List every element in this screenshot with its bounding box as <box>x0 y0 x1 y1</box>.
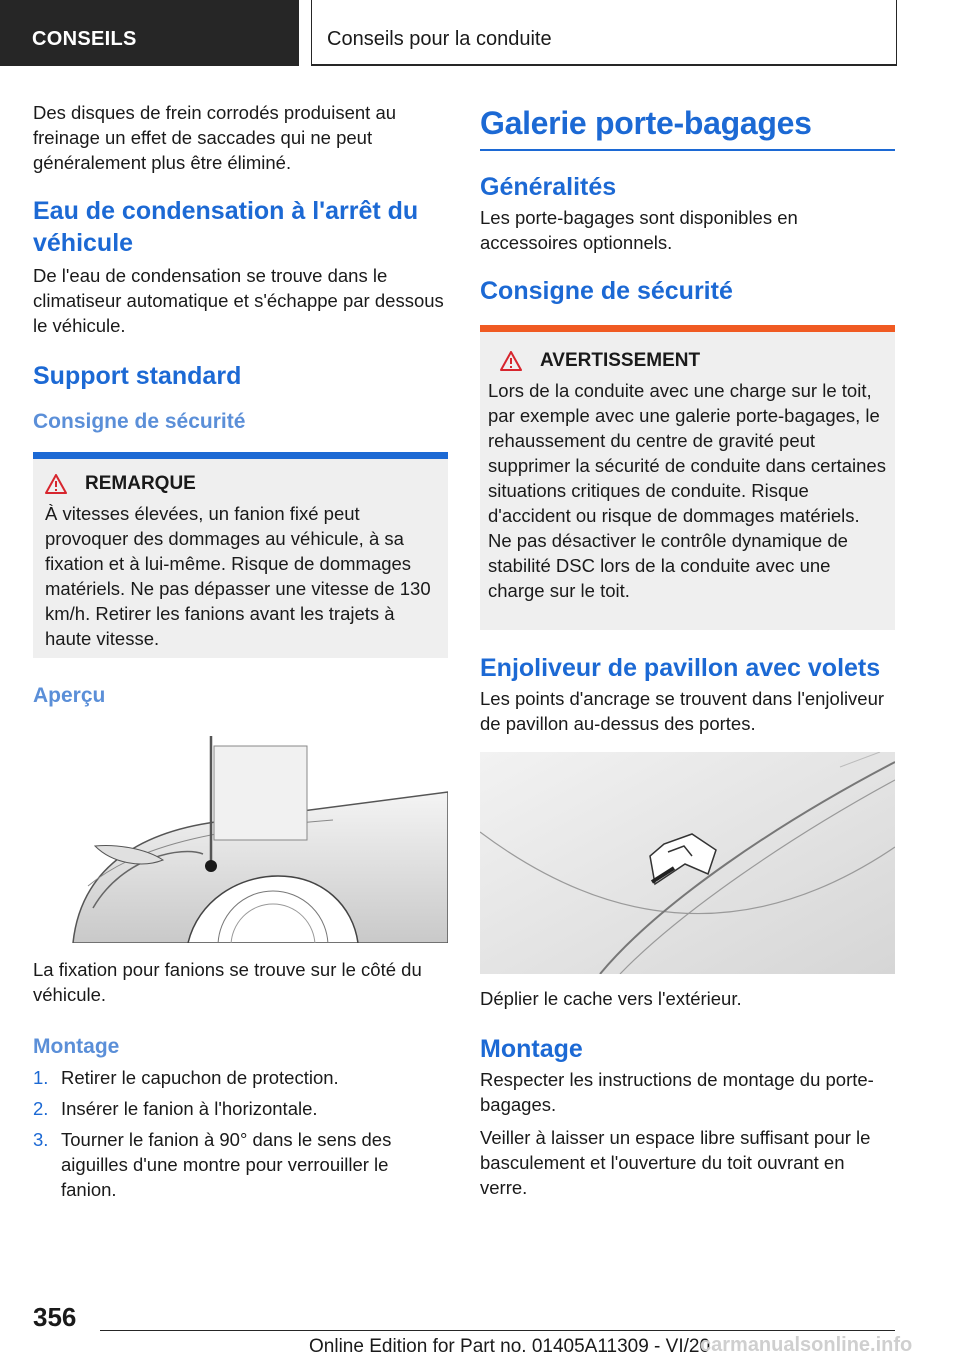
chapter-label: Conseils pour la conduite <box>327 28 552 50</box>
roof-trim-illustration <box>480 752 895 974</box>
step-item: 1. Retirer le capuchon de protection. <box>33 1067 339 1088</box>
step-item: 3. Tourner le fanion à 90° dans le sens des aiguilles d'une montre pour verrouiller le fanion. <box>33 1129 392 1200</box>
mounting-paragraph-1: Respecter les instructions de montage du porte-bagages. <box>480 1069 874 1115</box>
intro-paragraph: Des disques de frein corrodés produisent au freinage un effet de saccades qui ne peut généralement plus être éliminé. <box>33 102 397 173</box>
section-label: CONSEILS <box>32 28 137 50</box>
notice-bar <box>33 452 448 459</box>
condensation-heading: Eau de condensation à l'arrêt du véhicule <box>33 197 419 257</box>
edition-text: Online Edition for Part no. 01405A11309 - VI/20 <box>309 1336 711 1357</box>
mounting-paragraph-2: Veiller à laisser un espace libre suffisant pour le basculement et l'ouverture du toit ouvrant en verre. <box>480 1127 871 1198</box>
left-safety-heading: Consigne de sécurité <box>33 410 246 433</box>
chapter-tab <box>311 0 897 66</box>
right-figure-caption: Déplier le cache vers l'extérieur. <box>480 988 742 1009</box>
support-heading: Support standard <box>33 362 242 390</box>
roof-rack-title: Galerie porte-bagages <box>480 105 812 141</box>
right-column <box>480 100 895 1200</box>
notice-title-row <box>45 473 438 495</box>
roof-trim-paragraph: Les points d'ancrage se trouvent dans l'enjoliveur de pavillon au-dessus des portes. <box>480 688 885 734</box>
condensation-paragraph: De l'eau de condensation se trouve dans le climatiseur automatique et s'échappe par dessous le véhicule. <box>33 265 444 336</box>
roof-trim-heading: Enjoliveur de pavillon avec volets <box>480 654 881 682</box>
page-number: 356 <box>33 1302 77 1332</box>
watermark: carmanualsonline.info <box>700 1334 913 1356</box>
step-item: 2. Insérer le fanion à l'horizontale. <box>33 1098 318 1119</box>
left-column <box>33 100 448 1208</box>
warning-text: Lors de la conduite avec une charge sur le toit, par exemple avec une galerie porte-bagages, le rehaussement du centre de gravité peut supprimer la sécurité de conduite dans certaines situations critiques de conduite. Risque d'accident ou risque de dommages matériels. Ne pas désactiver le contrôle dynamique de stabilité DSC lors de la conduite avec une charge sur le toit. <box>488 380 886 601</box>
section-tab <box>0 0 299 66</box>
footer-rule <box>100 1330 895 1331</box>
mounting-steps <box>33 1065 448 1202</box>
flag-mount-figure <box>33 736 448 943</box>
title-rule <box>480 149 895 151</box>
notice-title: REMARQUE <box>85 473 196 494</box>
warning-triangle-icon <box>500 351 522 371</box>
warning-bar <box>480 325 895 332</box>
overview-heading: Aperçu <box>33 684 106 707</box>
warning-title-row <box>488 350 887 372</box>
left-mounting-heading: Montage <box>33 1035 120 1058</box>
warning-triangle-icon <box>45 474 67 494</box>
avertissement-notice <box>480 325 895 630</box>
left-figure-caption: La fixation pour fanions se trouve sur le côté du véhicule. <box>33 959 422 1005</box>
car-flag-illustration <box>33 736 448 943</box>
roof-trim-figure <box>480 752 895 974</box>
general-paragraph: Les porte-bagages sont disponibles en accessoires optionnels. <box>480 207 798 253</box>
warning-title: AVERTISSEMENT <box>540 350 701 371</box>
right-mounting-heading: Montage <box>480 1035 583 1063</box>
right-safety-heading: Consigne de sécurité <box>480 277 733 305</box>
notice-text: À vitesses élevées, un fanion fixé peut provoquer des dommages au véhicule, à sa fixation et à lui-même. Risque de dommages matériels. Ne pas dépasser une vitesse de 130 km/h. Retirer les fanions avant les trajets à haute vitesse. <box>45 503 431 649</box>
general-heading: Généralités <box>480 173 617 201</box>
remarque-notice <box>33 452 448 658</box>
